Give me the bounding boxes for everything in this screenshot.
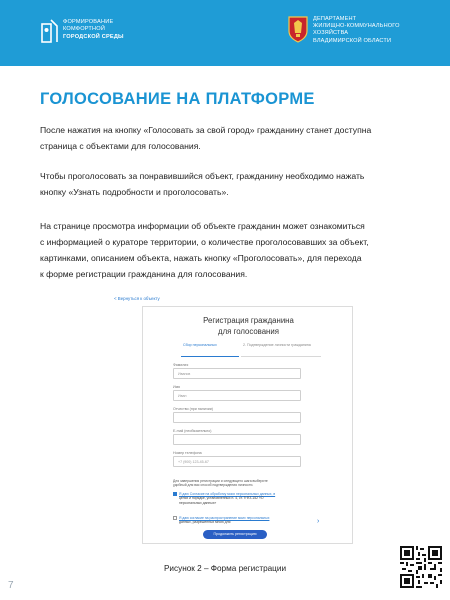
coat-of-arms-icon bbox=[287, 15, 309, 43]
page-title: ГОЛОСОВАНИЕ НА ПЛАТФОРМЕ bbox=[40, 90, 315, 108]
paragraph-1 bbox=[40, 122, 420, 154]
consent-note-line: Для завершения регистрации и следующего шага выберите bbox=[173, 479, 268, 483]
email-input[interactable] bbox=[173, 434, 301, 445]
left-logo-line: ФОРМИРОВАНИЕ bbox=[63, 19, 114, 25]
personal-data-consent-row bbox=[173, 492, 333, 505]
surname-field bbox=[173, 363, 301, 379]
consent-note bbox=[173, 479, 323, 488]
figure-caption: Рисунок 2 – Форма регистрации bbox=[163, 564, 287, 573]
surname-label: Фамилия bbox=[173, 363, 189, 367]
left-logo-text bbox=[63, 19, 124, 41]
step-1-tab[interactable]: Сбор персональных bbox=[183, 343, 217, 347]
page-number: 7 bbox=[8, 580, 14, 591]
form-title bbox=[143, 315, 354, 337]
paragraph-line: Чтобы проголосовать за понравившийся объект, гражданину необходимо нажать bbox=[40, 171, 365, 181]
patronymic-label: Отчество (при наличии) bbox=[173, 407, 213, 411]
consent-line: персональных данных» bbox=[179, 500, 217, 505]
form-title-line: для голосования bbox=[218, 327, 279, 336]
personal-data-consent-checkbox[interactable] bbox=[173, 492, 177, 496]
consent-line[interactable]: Я даю Согласие на обработку моих персональных данных, в bbox=[179, 492, 276, 496]
data-distribution-consent-row bbox=[173, 516, 333, 525]
comfortable-city-logo-icon bbox=[40, 18, 60, 44]
page-header bbox=[0, 0, 450, 66]
paragraph-line: кнопку «Узнать подробности и проголосовать». bbox=[40, 187, 229, 197]
phone-field bbox=[173, 451, 301, 467]
department-line: ЖИЛИЩНО-КОММУНАЛЬНОГО bbox=[313, 23, 400, 30]
surname-input[interactable]: Иванов bbox=[173, 368, 301, 379]
back-to-object-link[interactable]: < Вернуться к объекту bbox=[114, 296, 160, 301]
consent-line: целях и порядке, установленных п. 4, ст. 9 ФЗ-152 «О bbox=[179, 496, 264, 501]
chevron-right-icon[interactable]: › bbox=[317, 518, 320, 525]
department-text bbox=[313, 16, 400, 45]
consent-note-line: удобный для вас способ подтверждения личности. bbox=[173, 483, 254, 488]
registration-form-screenshot bbox=[142, 306, 353, 544]
email-field bbox=[173, 429, 301, 445]
paragraph-3 bbox=[40, 218, 420, 282]
phone-input[interactable]: +7 (900) 123-45-67 bbox=[173, 456, 301, 467]
paragraph-line: На странице просмотра информации об объекте гражданин может ознакомиться bbox=[40, 221, 365, 231]
department-line: ХОЗЯЙСТВА bbox=[313, 30, 349, 37]
paragraph-2 bbox=[40, 168, 420, 200]
name-input[interactable]: Иван bbox=[173, 390, 301, 401]
paragraph-line: страница с объектами для голосования. bbox=[40, 141, 201, 151]
patronymic-input[interactable] bbox=[173, 412, 301, 423]
department-line: ВЛАДИМИРСКОЙ ОБЛАСТИ bbox=[313, 37, 392, 44]
step-1-indicator bbox=[181, 356, 239, 357]
patronymic-field bbox=[173, 407, 301, 423]
name-field bbox=[173, 385, 301, 401]
paragraph-line: После нажатия на кнопку «Голосовать за свой город» гражданину станет доступна bbox=[40, 125, 372, 135]
qr-code-icon bbox=[400, 546, 442, 588]
left-logo-line: КОМФОРТНОЙ bbox=[63, 26, 106, 33]
data-distribution-consent-checkbox[interactable] bbox=[173, 516, 177, 520]
name-label: Имя bbox=[173, 385, 180, 389]
paragraph-line: к форме регистрации гражданина для голосования. bbox=[40, 269, 248, 279]
email-label: E-mail (необязательно) bbox=[173, 429, 212, 433]
form-title-line: Регистрация гражданина bbox=[203, 316, 294, 325]
form-steps bbox=[181, 343, 321, 357]
phone-label: Номер телефона bbox=[173, 451, 202, 455]
paragraph-line: картинками, описанием объекта, нажать кнопку «Проголосовать», для перехода bbox=[40, 253, 362, 263]
left-logo-line: ГОРОДСКОЙ СРЕДЫ bbox=[63, 33, 124, 40]
paragraph-line: с информацией о кураторе территории, о количестве проголосовавших за объект, bbox=[40, 237, 369, 247]
department-line: ДЕПАРТАМЕНТ bbox=[313, 16, 357, 22]
continue-registration-button[interactable]: Продолжить регистрацию bbox=[203, 530, 267, 539]
consent-line[interactable]: Я даю согласие на распространение моих персональных bbox=[179, 516, 270, 520]
step-2-tab[interactable]: 2. Подтверждение личности гражданина bbox=[243, 343, 311, 347]
consent-line: данных, разрешенных мною для bbox=[179, 520, 231, 525]
step-2-indicator bbox=[241, 356, 321, 357]
